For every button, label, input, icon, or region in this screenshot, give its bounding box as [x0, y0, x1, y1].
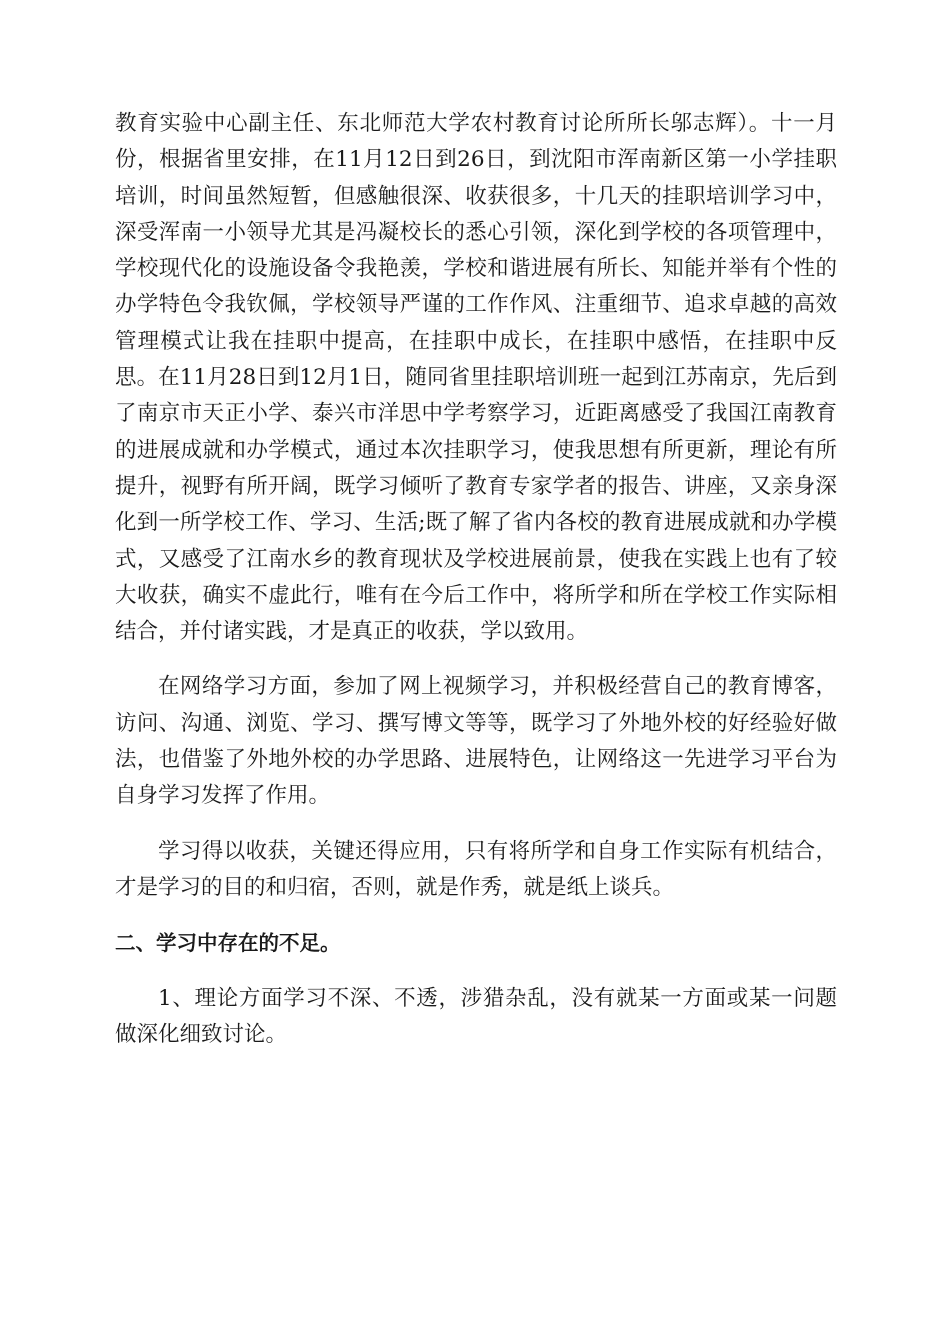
paragraph-application: 学习得以收获，关键还得应用，只有将所学和自身工作实际有机结合，才是学习的目的和归宿，否则，就是作秀，就是纸上谈兵。: [115, 838, 837, 900]
paragraph-shortcoming-1: 1、理论方面学习不深、不透，涉猎杂乱，没有就某一方面或某一问题做深化细致讨论。: [115, 985, 837, 1047]
section-heading-shortcomings: 二、学习中存在的不足。: [115, 931, 341, 956]
paragraph-online-learning: 在网络学习方面，参加了网上视频学习，并积极经营自己的教育博客，访问、沟通、浏览、学习、撰写博文等等，既学习了外地外校的好经验好做法，也借鉴了外地外校的办学思路、进展特色，让网络这一先进学习平台为自身学习发挥了作用。: [115, 674, 837, 809]
document-body: [115, 106, 837, 1053]
paragraph-continued: 教育实验中心副主任、东北师范大学农村教育讨论所所长邬志辉）。十一月份，根据省里安排，在11月12日到26日，到沈阳市浑南新区第一小学挂职培训，时间虽然短暂，但感触很深、收获很多，十几天的挂职培训学习中，深受浑南一小领导尤其是冯凝校长的悉心引领，深化到学校的各项管理中，学校现代化的设施设备令我艳羡，学校和谐进展有所长、知能并举有个性的办学特色令我钦佩，学校领导严谨的工作作风、注重细节、追求卓越的高效管理模式让我在挂职中提高，在挂职中成长，在挂职中感悟，在挂职中反思。在11月28日到12月1日，随同省里挂职培训班一起到江苏南京，先后到了南京市天正小学、泰兴市洋思中学考察学习，近距离感受了我国江南教育的进展成就和办学模式，通过本次挂职学习，使我思想有所更新，理论有所提升，视野有所开阔，既学习倾听了教育专家学者的报告、讲座，又亲身深化到一所学校工作、学习、生活;既了解了省内各校的教育进展成就和办学模式，又感受了江南水乡的教育现状及学校进展前景，使我在实践上也有了较大收获，确实不虚此行，唯有在今后工作中，将所学和所在学校工作实际相结合，并付诸实践，才是真正的收获，学以致用。: [115, 111, 837, 645]
